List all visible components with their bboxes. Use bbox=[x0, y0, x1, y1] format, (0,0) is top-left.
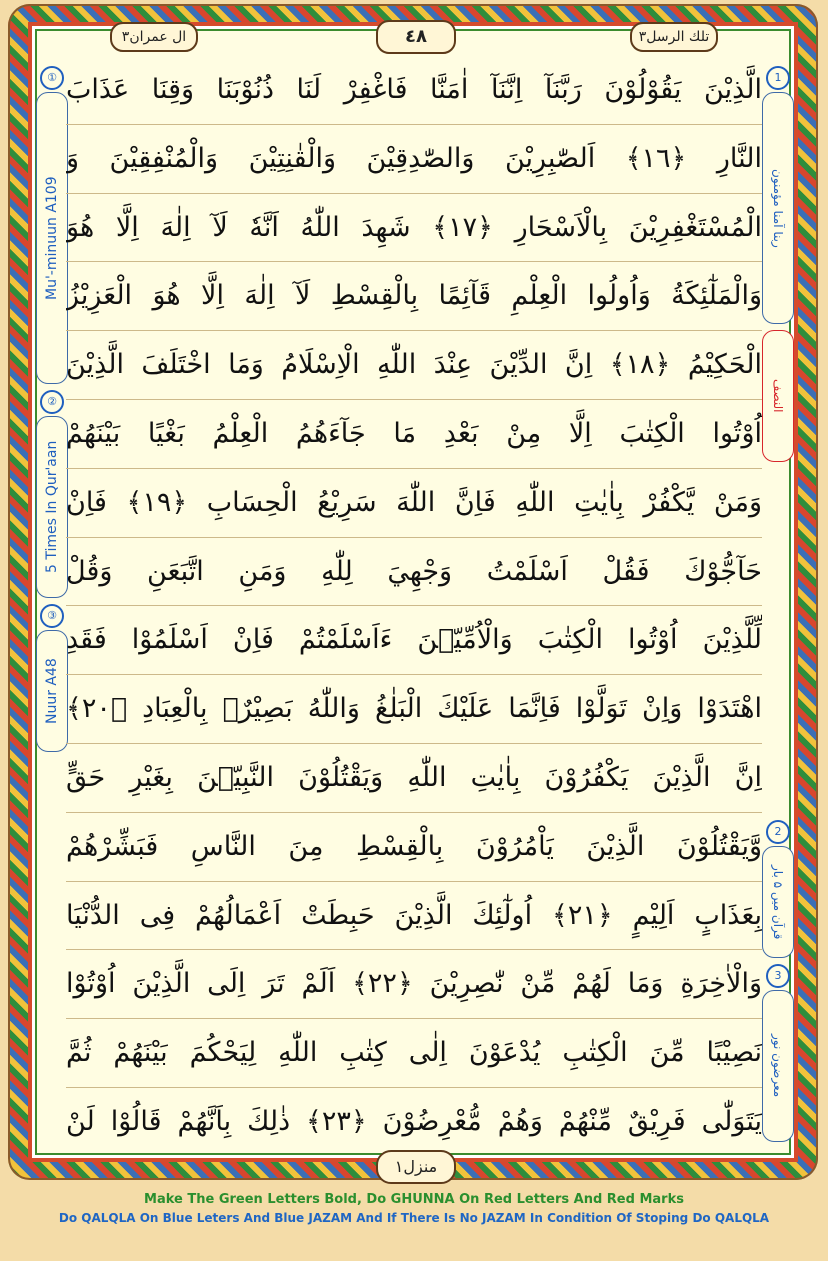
right-margin-notes bbox=[760, 60, 794, 1150]
left-margin-notes bbox=[34, 60, 68, 1150]
verse-line-10: اهْتَدَوْا وَاِنْ تَوَلَّوْا فَاِنَّمَا عَلَيْكَ الْبَلٰغُ وَاللّٰهُ بَصِيْرٌۢ بِالْعِبَادِ ﴿٢٠﴾ bbox=[66, 675, 762, 744]
verse-line-2: النَّارِ ﴿١٦﴾ اَلصّٰبِرِيْنَ وَالصّٰدِقِيْنَ وَالْقٰنِتِيْنَ وَالْمُنْفِقِيْنَ وَ bbox=[66, 125, 762, 194]
verse-line-16: يَتَوَلّٰى فَرِيْقٌ مِّنْهُمْ وَهُمْ مُّعْرِضُوْنَ ﴿٢٣﴾ ذٰلِكَ بِاَنَّهُمْ قَالُوْا لَنْ bbox=[66, 1105, 762, 1137]
page-number: ٤٨ bbox=[376, 20, 456, 54]
right-badge-1: 1 bbox=[766, 66, 790, 90]
verse-line-13: بِعَذَابٍ اَلِيْمٍ ﴿٢١﴾ اُولٰٓئِكَ الَّذِيْنَ حَبِطَتْ اَعْمَالُهُمْ فِى الدُّنْيَا bbox=[66, 882, 762, 951]
verse-line-14: وَالْاٰخِرَةِ وَمَا لَهُمْ مِّنْ نّٰصِرِيْنَ ﴿٢٢﴾ اَلَمْ تَرَ اِلَى الَّذِيْنَ اُوْتُوْا bbox=[66, 950, 762, 1019]
tajweed-instruction-1: Make The Green Letters Bold, Do GHUNNA On Red Letters And Red Marks bbox=[144, 1192, 684, 1207]
verse-line-6: اُوْتُوا الْكِتٰبَ اِلَّا مِنْ بَعْدِ مَا جَآءَهُمُ الْعِلْمُ بَغْيًا بَيْنَهُمْ bbox=[66, 400, 762, 469]
quran-text bbox=[66, 56, 762, 1142]
note-badge-3: ③ bbox=[40, 604, 64, 628]
note-mu-minuun: Mu'-minuun A109 bbox=[36, 92, 68, 384]
right-badge-3: 3 bbox=[766, 964, 790, 988]
verse-line-1: الَّذِيْنَ يَقُوْلُوْنَ رَبَّنَآ اِنَّنَآ اٰمَنَّا فَاغْفِرْ لَنَا ذُنُوْبَنَا وَقِنَا عَذَابَ bbox=[66, 56, 762, 125]
verse-line-8: حَآجُّوْكَ فَقُلْ اَسْلَمْتُ وَجْهِيَ لِلّٰهِ وَمَنِ اتَّبَعَنِ وَقُلْ bbox=[66, 538, 762, 607]
surah-name-tab: ال عمران٣ bbox=[110, 22, 198, 52]
verse-line-5: الْحَكِيْمُ ﴿١٨﴾ اِنَّ الدِّيْنَ عِنْدَ اللّٰهِ الْاِسْلَامُ وَمَا اخْتَلَفَ الَّذِيْنَ bbox=[66, 331, 762, 400]
verse-line-9: لِّلَّذِيْنَ اُوْتُوا الْكِتٰبَ وَالْاُمِّيّٖنَ ءَاَسْلَمْتُمْ فَاِنْ اَسْلَمُوْا فَقَدِ bbox=[66, 606, 762, 675]
verse-line-3: الْمُسْتَغْفِرِيْنَ بِالْاَسْحَارِ ﴿١٧﴾ شَهِدَ اللّٰهُ اَنَّهٗ لَآ اِلٰهَ اِلَّا هُوَ bbox=[66, 194, 762, 263]
tajweed-instruction-2: Do QALQLA On Blue Leters And Blue JAZAM And If There Is No JAZAM In Condition Of Stoping Do QALQLA bbox=[58, 1211, 770, 1225]
verse-line-12: وَّيَقْتُلُوْنَ الَّذِيْنَ يَاْمُرُوْنَ بِالْقِسْطِ مِنَ النَّاسِ فَبَشِّرْهُمْ bbox=[66, 813, 762, 882]
hizb-marker: النصف bbox=[762, 330, 794, 462]
juz-name-tab: تلك الرسل٣ bbox=[630, 22, 718, 52]
note-nuur: Nuur A48 bbox=[36, 630, 68, 752]
verse-line-4: وَالْمَلٰٓئِكَةُ وَاُولُوا الْعِلْمِ قَآئِمًا بِالْقِسْطِ لَآ اِلٰهَ اِلَّا هُوَ الْعَزِيْزُ bbox=[66, 262, 762, 331]
right-note-2: قرآن میں ۵ بار bbox=[762, 846, 794, 958]
note-badge-2: ② bbox=[40, 390, 64, 414]
right-badge-2: 2 bbox=[766, 820, 790, 844]
right-note-1: ربنا آمنا مؤمنون bbox=[762, 92, 794, 324]
note-five-times: 5 Times In Qur'aan bbox=[36, 416, 68, 598]
right-note-3: معرضون نور bbox=[762, 990, 794, 1142]
verse-line-15: نَصِيْبًا مِّنَ الْكِتٰبِ يُدْعَوْنَ اِلٰى كِتٰبِ اللّٰهِ لِيَحْكُمَ بَيْنَهُمْ ثُمَّ bbox=[66, 1019, 762, 1088]
note-badge-1: ① bbox=[40, 66, 64, 90]
verse-line-11: اِنَّ الَّذِيْنَ يَكْفُرُوْنَ بِاٰيٰتِ اللّٰهِ وَيَقْتُلُوْنَ النَّبِيّٖنَ بِغَيْرِ حَقٍّ bbox=[66, 744, 762, 813]
verse-line-7: وَمَنْ يَّكْفُرْ بِاٰيٰتِ اللّٰهِ فَاِنَّ اللّٰهَ سَرِيْعُ الْحِسَابِ ﴿١٩﴾ فَاِنْ bbox=[66, 469, 762, 538]
manzil-tab: منزل١ bbox=[376, 1150, 456, 1184]
